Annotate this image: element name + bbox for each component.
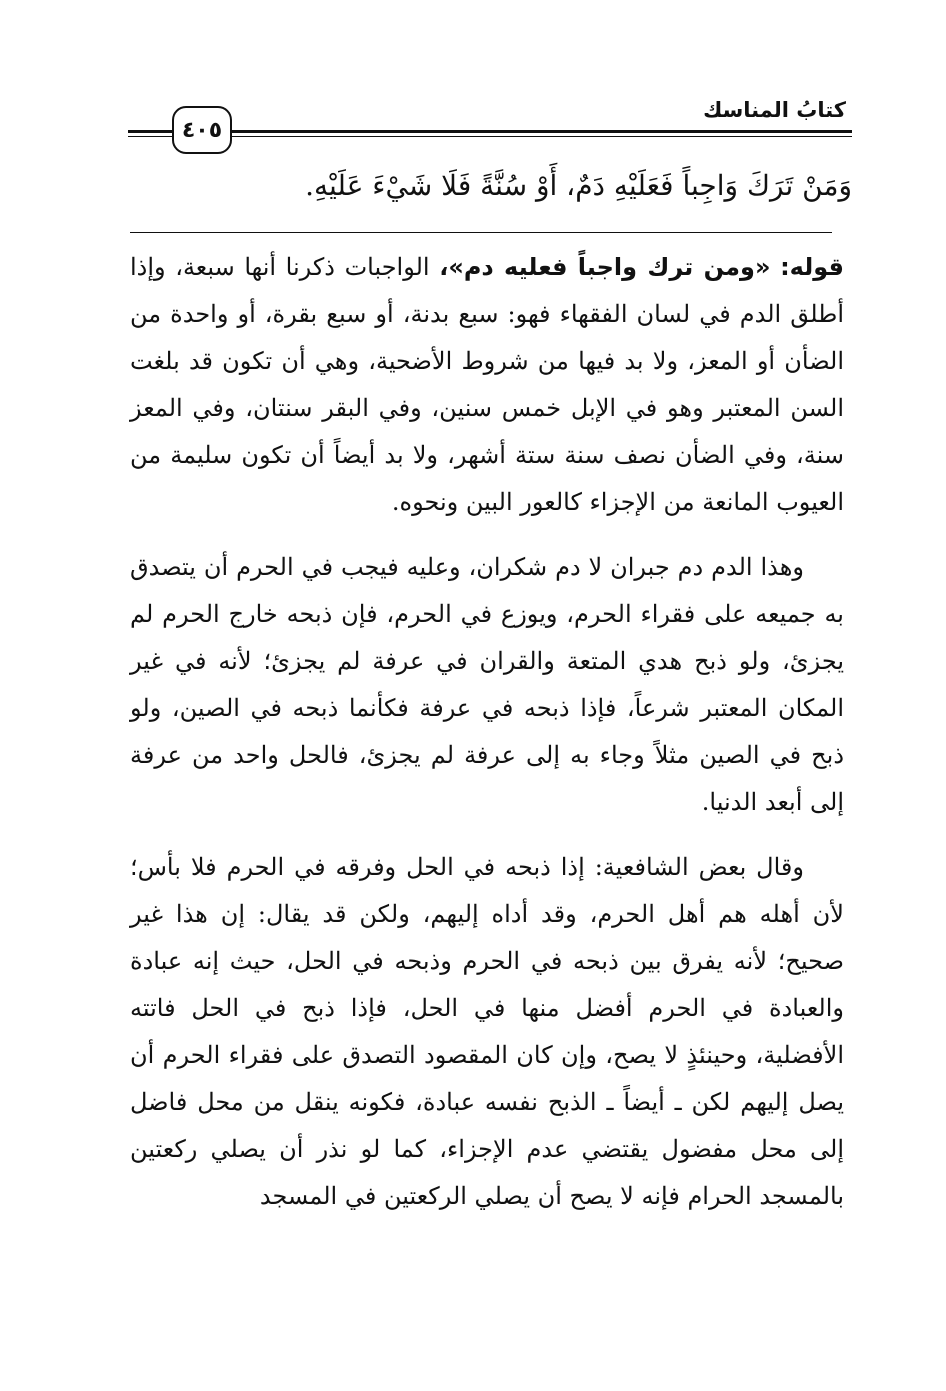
paragraph-text: الواجبات ذكرنا أنها سبعة، وإذا أطلق الدم في لسان الفقهاء فهو: سبع بدنة، أو سبع بقرة، أو واحدة من الضأن أو المعز، ولا بد فيها من شروط الأضحية، وهي أن تكون قد بلغت السن المعتبر وهو في الإبل خمس سنين، وفي البقر سنتان، وفي المعز سنة، وفي الضأن نصف سنة ستة أشهر، ولا بد أيضاً أن تكون سليمة من العيوب المانعة من الإجزاء كالعور البين ونحوه.	[130, 253, 844, 516]
header-rule	[228, 130, 852, 133]
header-rule	[228, 136, 852, 137]
matn-text: وَمَنْ تَرَكَ وَاجِباً فَعَلَيْهِ دَمٌ، أَوْ سُنَّةً فَلَا شَيْءَ عَلَيْهِ.	[305, 169, 852, 202]
quoted-phrase: «ومن ترك واجباً فعليه دم»،	[439, 253, 771, 281]
page-number: ٤٠٥	[172, 106, 232, 154]
header-rule	[128, 130, 172, 133]
paragraph: وقال بعض الشافعية: إذا ذبحه في الحل وفرقه في الحرم فلا بأس؛ لأن أهله هم أهل الحرم، وقد أداه إليهم، ولكن قد يقال: إن هذا غير صحيح؛ لأنه يفرق بين ذبحه في الحرم وذبحه في الحل، حيث إنه عبادة والعبادة في الحرم أفضل منها في الحل، فإذا ذبح في الحل فاتته الأفضلية، وحينئذٍ لا يصح، وإن كان المقصود التصدق على فقراء الحرم أن يصل إليهم لكن ـ أيضاً ـ الذبح نفسه عبادة، فكونه ينقل من محل فاضل إلى محل مفضول يقتضي عدم الإجزاء، كما لو نذر أن يصلي ركعتين بالمسجد الحرام فإنه لا يصح أن يصلي الركعتين في المسجد	[130, 853, 844, 1210]
paragraph	[130, 244, 844, 526]
header-rule	[128, 136, 172, 137]
book-title: كتابُ المناسك	[703, 98, 846, 122]
divider	[130, 232, 832, 233]
paragraph: وهذا الدم دم جبران لا دم شكران، وعليه فيجب في الحرم أن يتصدق به جميعه على فقراء الحرم، ويوزع في الحرم، فإن ذبحه خارج الحرم لم يجزئ، ولو ذبح هدي المتعة والقران في عرفة لم يجزئ؛ لأنه في غير المكان المعتبر شرعاً، فإذا ذبحه في عرفة فكأنما ذبحه في الصين، ولو ذبح في الصين مثلاً وجاء به إلى عرفة لم يجزئ، فالحل واحد من عرفة إلى أبعد الدنيا.	[130, 553, 845, 816]
page-header	[128, 88, 852, 158]
lead-word: قوله:	[780, 253, 844, 281]
commentary	[130, 244, 844, 1238]
